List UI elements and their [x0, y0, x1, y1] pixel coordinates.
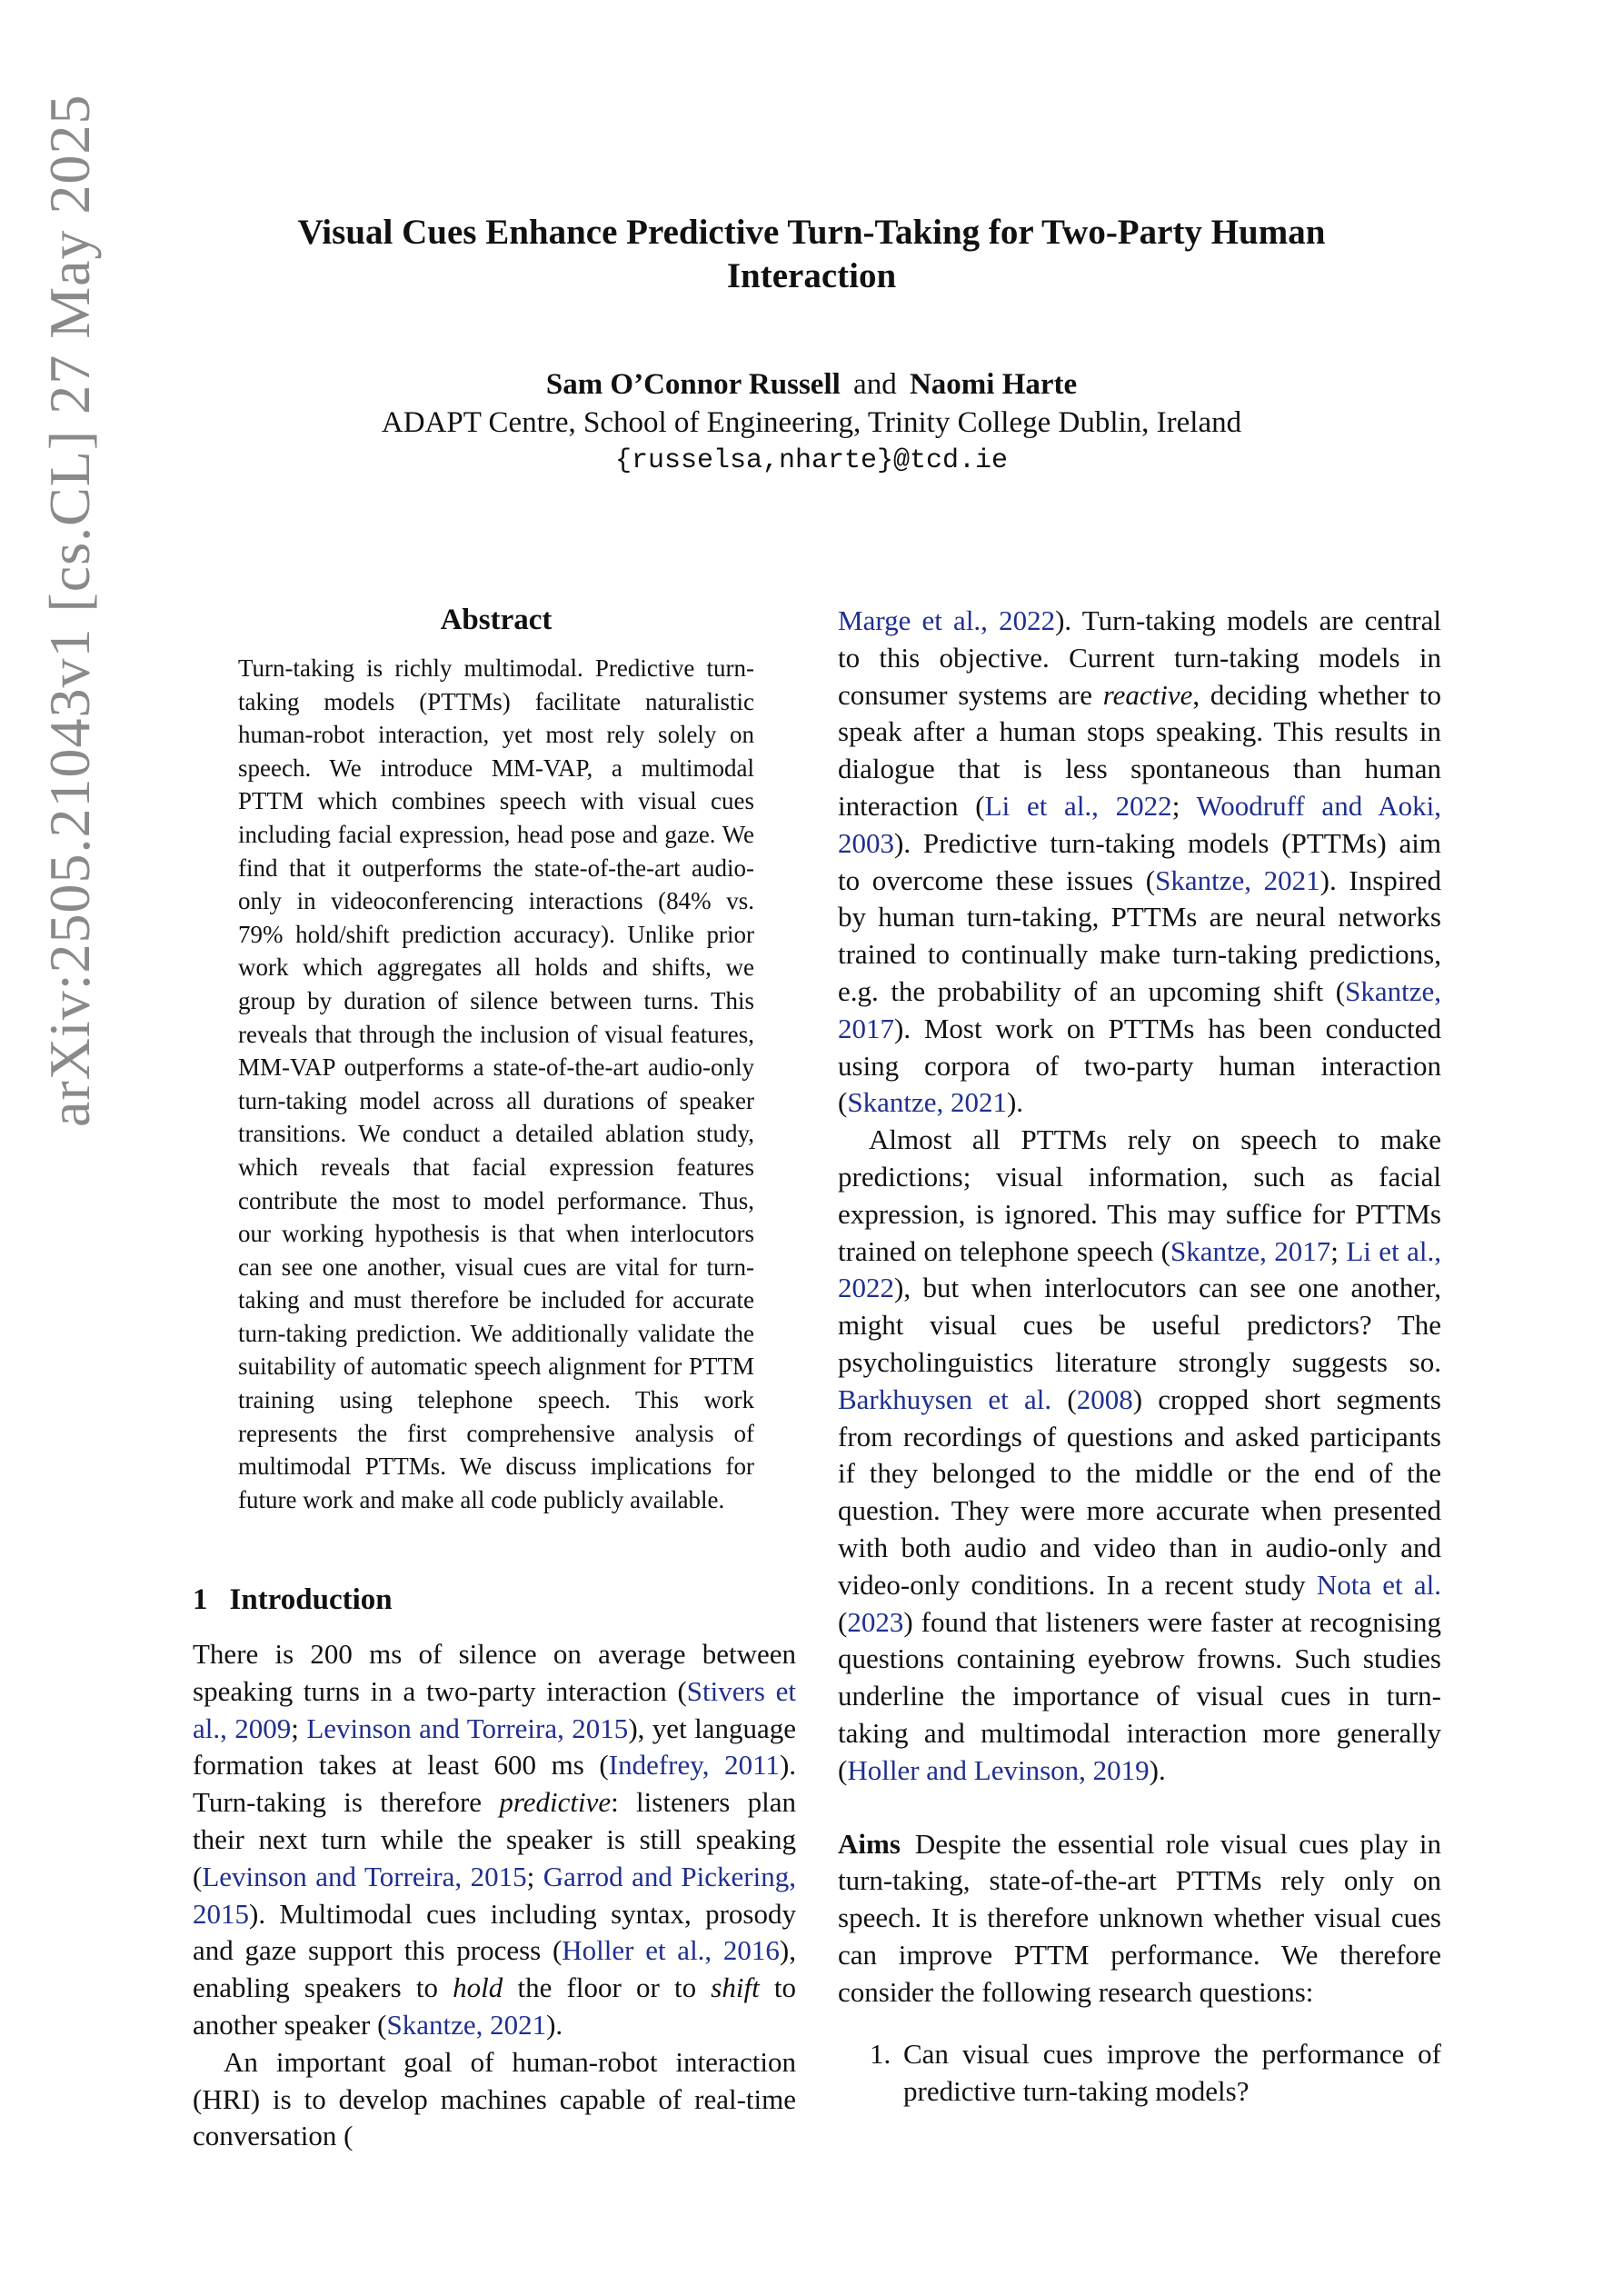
citation-link[interactable]: Li et al., 2022 — [838, 1234, 1441, 1304]
abstract-body: Turn-taking is richly multimodal. Predictive turn-taking models (PTTMs) facilitate naturalistic human-robot interaction, yet most rely solely on speech. We introduce MM-VAP, a multimodal PTTM which combines speech with visual cues including facial expression, head pose and gaze. We find that it outperforms the state-of-the-art audio-only in videoconferencing interactions (84% vs. 79% hold/shift prediction accuracy). Unlike prior work which aggregates all holds and shifts, we group by duration of silence between turns. This reveals that through the inclusion of visual features, MM-VAP outperforms a state-of-the-art audio-only turn-taking model across all durations of speaker transitions. We conduct a detailed ablation study, which reveals that facial expression features contribute the most to model performance. Thus, our working hypothesis is that when interlocutors can see one another, visual cues are vital for turn-taking and must therefore be included for accurate turn-taking prediction. We additionally validate the suitability of automatic speech alignment for PTTM training using telephone speech. This work represents the first comprehensive analysis of multimodal PTTMs. We discuss implications for future work and make all code publicly available. — [238, 654, 754, 1513]
citation-link[interactable]: Holler et al., 2016 — [562, 1934, 780, 1967]
section-heading-introduction — [193, 1583, 393, 1617]
affiliation: ADAPT Centre, School of Engineering, Trinity College Dublin, Ireland — [381, 406, 1242, 439]
citation-link[interactable]: Li et al., 2022 — [984, 789, 1172, 822]
citation-link[interactable]: Levinson and Torreira, 2015 — [202, 1860, 527, 1892]
citation-link[interactable]: Woodruff and Aoki, 2003 — [838, 789, 1441, 859]
aims-text: Despite the essential role visual cues play in turn-taking, state-of-the-art PTTMs rely only on speech. It is therefore unknown whether visual cues can improve PTTM performance. We therefore consider the following research questions: — [838, 1827, 1441, 2008]
citation-link[interactable]: 2008 — [1076, 1383, 1133, 1415]
research-questions-list — [838, 2036, 1441, 2111]
intro-paragraph-2-start: An important goal of human-robot interaction (HRI) is to develop machines capable of real-time conversation ( — [193, 2045, 796, 2152]
intro-paragraph-1: There is 200 ms of silence on average between speaking turns in a two-party interaction (Stivers et al., 2009; Levinson and Torreira, 2015), yet language formation takes at least 600 ms (Indefrey, 2011). Turn-taking is therefore predictive: listeners plan their next turn while the speaker is still speaking (Levinson and Torreira, 2015; Garrod and Pickering, 2015). Multimodal cues including syntax, prosody and gaze support this process (Holler et al., 2016), enabling speakers to hold the floor or to shift to another speaker (Skantze, 2021). — [193, 1638, 797, 2041]
right-column — [838, 603, 1441, 2111]
authors — [218, 365, 1405, 404]
intro-paragraph-2-cont: Marge et al., 2022). Turn-taking models are central to this objective. Current turn-taking models in consumer systems are reactive, deciding whether to speak after a human stops speaking. This results in dialogue that is less spontaneous than human interaction (Li et al., 2022; Woodruff and Aoki, 2003). Predictive turn-taking models (PTTMs) aim to overcome these issues (Skantze, 2021). Inspired by human turn-taking, PTTMs are neural networks trained to continually make turn-taking predictions, e.g. the probability of an upcoming shift (Skantze, 2017). Most work on PTTMs has been conducted using corpora of two-party human interaction (Skantze, 2021). — [838, 604, 1441, 1119]
citation-link[interactable]: Skantze, 2017 — [838, 974, 1441, 1044]
citation-link[interactable]: Holler and Levinson, 2019 — [847, 1753, 1150, 1786]
section-title: Introduction — [229, 1583, 393, 1616]
paper-title — [218, 211, 1405, 298]
left-column — [193, 1636, 796, 2155]
paragraph-gap — [838, 1790, 1441, 1826]
section-number: 1 — [193, 1583, 208, 1616]
author-email: {russelsa,nharte}@tcd.ie — [614, 445, 1009, 476]
citation-link[interactable]: Nota et al. — [1316, 1568, 1441, 1601]
arxiv-side-stamp: arXiv:2505.21043v1 [cs.CL] 27 May 2025 — [37, 94, 102, 1127]
citation-link[interactable]: Levinson and Torreira, 2015 — [306, 1712, 629, 1744]
author-1: Sam O’Connor Russell — [545, 368, 841, 401]
citation-link[interactable]: Barkhuysen et al. — [838, 1383, 1052, 1415]
author-2: Naomi Harte — [909, 368, 1078, 401]
title-line-1: Visual Cues Enhance Predictive Turn-Taking for Two-Party Human — [297, 213, 1326, 252]
citation-link[interactable]: Skantze, 2017 — [1170, 1234, 1331, 1267]
citation-link[interactable]: Indefrey, 2011 — [608, 1749, 780, 1782]
citation-link[interactable]: Skantze, 2021 — [1155, 863, 1320, 896]
citation-link[interactable]: Stivers et al., 2009 — [193, 1674, 796, 1744]
aims-paragraph — [838, 1826, 1441, 2011]
title-line-2: Interaction — [726, 256, 897, 295]
research-question-item: 1. Can visual cues improve the performance of predictive turn-taking models? — [898, 2036, 1441, 2111]
citation-link[interactable]: 2023 — [847, 1605, 904, 1638]
abstract-heading: Abstract — [440, 604, 553, 636]
author-and: and — [853, 368, 897, 401]
aims-label: Aims — [838, 1827, 901, 1860]
intro-paragraph-3: Almost all PTTMs rely on speech to make predictions; visual information, such as facial expression, is ignored. This may suffice for PTTMs trained on telephone speech (Skantze, 2017; Li et al., 2022), but when interlocutors can see one another, might visual cues be useful predictors? The psycholinguistics literature strongly suggests so. Barkhuysen et al. (2008) cropped short segments from recordings of questions and asked participants if they belonged to the middle or the end of the question. They were more accurate when presented with both audio and video than in audio-only and video-only conditions. In a recent study Nota et al. (2023) found that listeners were faster at recognising questions containing eyebrow frowns. Such studies underline the importance of visual cues in turn-taking and multimodal interaction more generally (Holler and Levinson, 2019). — [838, 1123, 1441, 1786]
citation-link[interactable]: Marge et al., 2022 — [838, 604, 1056, 636]
citation-link[interactable]: Skantze, 2021 — [386, 2008, 547, 2041]
citation-link[interactable]: Garrod and Pickering, 2015 — [193, 1860, 796, 1930]
citation-link[interactable]: Skantze, 2021 — [847, 1086, 1007, 1119]
